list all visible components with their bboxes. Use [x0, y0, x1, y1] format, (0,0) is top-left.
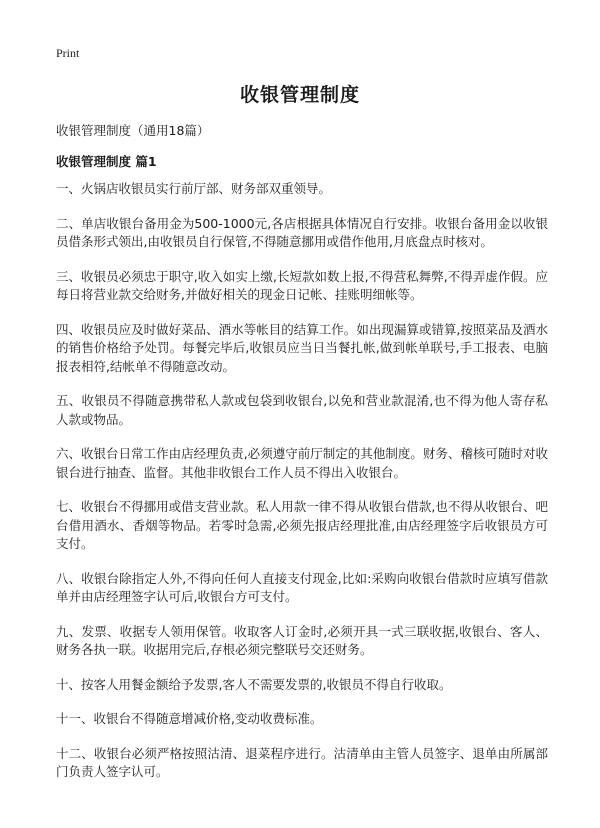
- section-heading: 收银管理制度 篇1: [56, 154, 157, 169]
- document-subtitle: 收银管理制度（通用18篇）: [56, 123, 210, 138]
- paragraph-list: [56, 180, 548, 798]
- paragraph-3: 三、收银员必须忠于职守,收入如实上缴,长短款如数上报,不得营私舞弊,不得弄虚作假。应每日将营业款交给财务,并做好相关的现金日记帐、挂账明细帐等。: [56, 268, 548, 302]
- paragraph-7: 七、收银台不得挪用或借支营业款。私人用款一律不得从收银台借款,也不得从收银台、吧台借用酒水、香烟等物品。若零时急需,必须先报店经理批准,由店经理签字后收银员方可支付。: [56, 499, 548, 551]
- paragraph-6: 六、收银台日常工作由店经理负责,必须遵守前厅制定的其他制度。财务、稽核可随时对收银台进行抽查、监督。其他非收银台工作人员不得出入收银台。: [56, 446, 548, 480]
- paragraph-10: 十、按客人用餐金额给予发票,客人不需要发票的,收银员不得自行收取。: [56, 676, 452, 692]
- paragraph-9: 九、发票、收据专人领用保管。收取客人订金时,必须开具一式三联收据,收银台、客人、财务各执一联。收据用完后,存根必须完整联号交还财务。: [56, 623, 548, 657]
- paragraph-5: 五、收银员不得随意携带私人款或包袋到收银台,以免和营业款混淆,也不得为他人寄存私人款或物品。: [56, 393, 548, 427]
- paragraph-8: 八、收银台除指定人外,不得向任何人直接支付现金,比如:采购向收银台借款时应填写借款单并由店经理签字认可后,收银台方可支付。: [56, 570, 548, 604]
- page-title: 收银管理制度: [239, 84, 360, 106]
- paragraph-12: 十二、收银台必须严格按照沽清、退菜程序进行。沽清单由主管人员签字、退单由所属部门负责人签字认可。: [56, 745, 548, 779]
- paragraph-2: 二、单店收银台备用金为500-1000元,各店根据具体情况自行安排。收银台备用金以收银员借条形式领出,由收银员自行保管,不得随意挪用或借作他用,月底盘点时核对。: [56, 215, 548, 249]
- print-link[interactable]: Print: [56, 46, 80, 60]
- paragraph-1: 一、火锅店收银员实行前厅部、财务部双重领导。: [56, 181, 332, 196]
- paragraph-11: 十一、收银台不得随意增减价格,变动收费标准。: [56, 711, 323, 726]
- paragraph-4: 四、收银员应及时做好菜品、酒水等帐目的结算工作。如出现漏算或错算,按照菜品及酒水的销售价格给予处罚。每餐完毕后,收银员应当日当餐扎帐,做到帐单联号,手工报表、电脑报表相符,结帐单不得随意改动。: [56, 321, 548, 374]
